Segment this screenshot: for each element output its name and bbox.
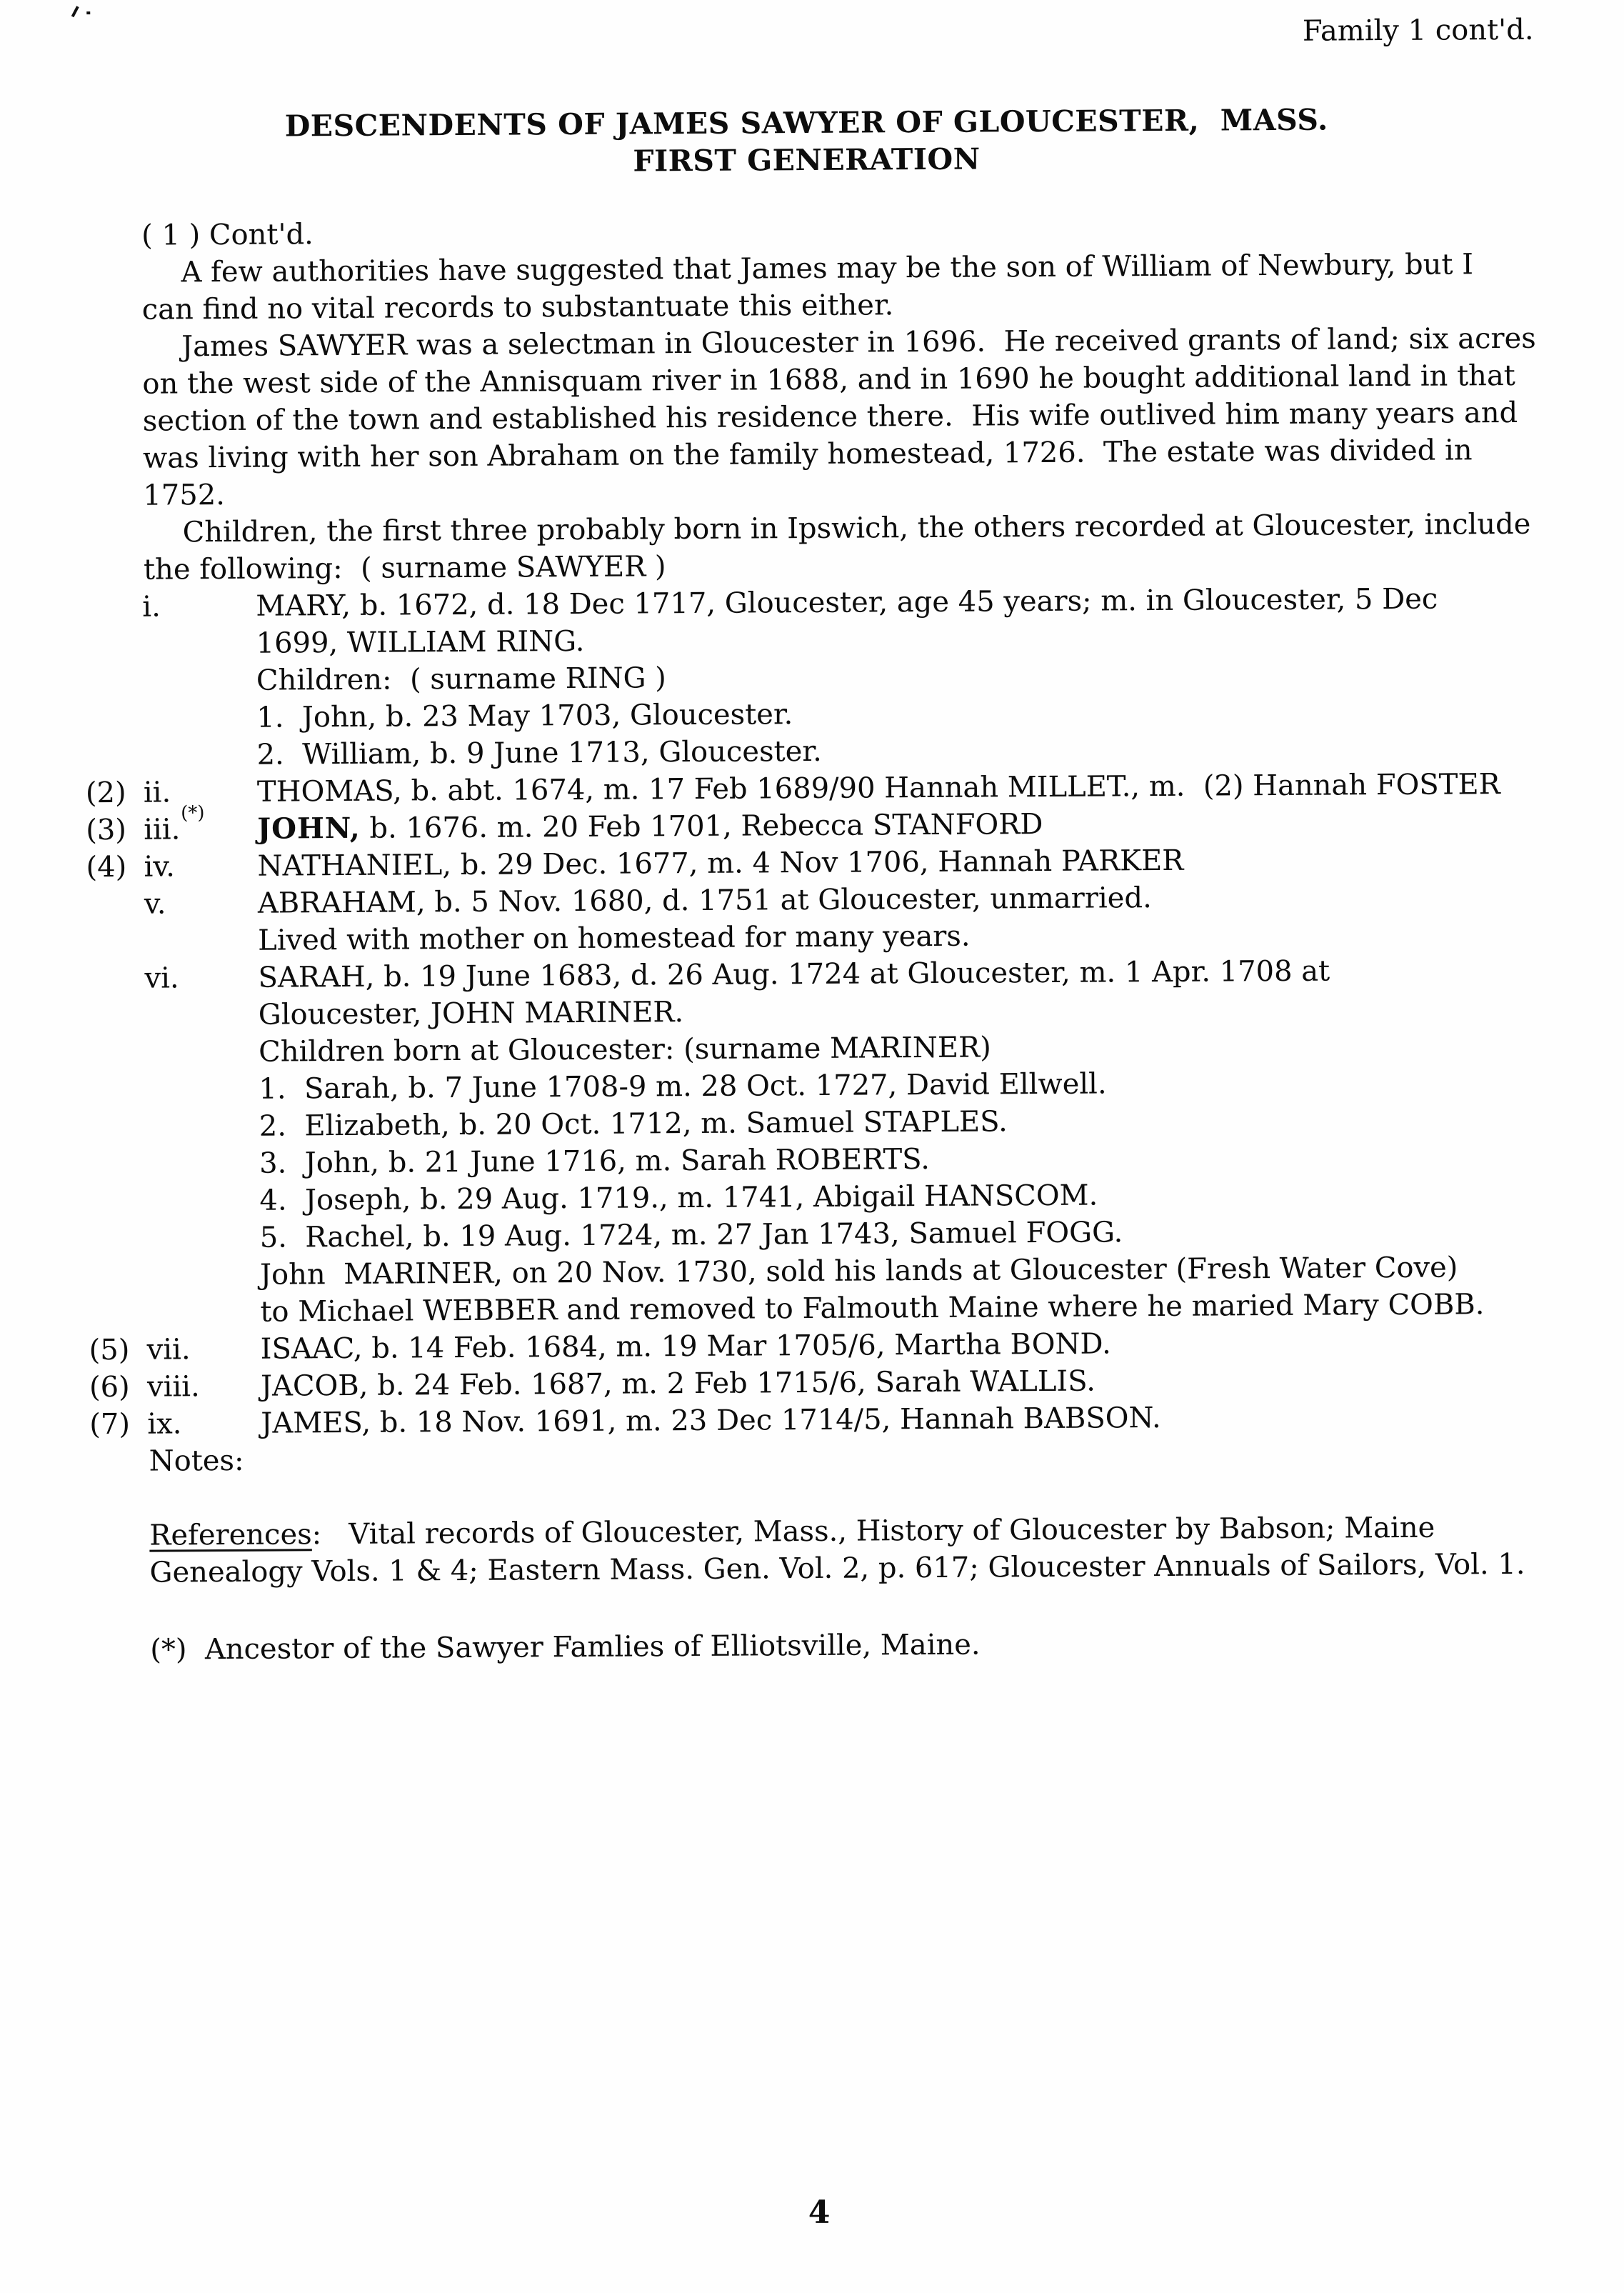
grandchild-line: 1. John, b. 23 May 1703, Gloucester. bbox=[256, 698, 793, 734]
mariner-note-line: to Michael WEBBER and removed to Falmouth Maine where he maried Mary COBB. bbox=[260, 1288, 1485, 1329]
child-entry-line: SARAH, b. 19 June 1683, d. 26 Aug. 1724 at Gloucester, m. 1 Apr. 1708 at bbox=[258, 954, 1330, 994]
paragraph-children-intro bbox=[144, 505, 1622, 589]
family-number: (6) bbox=[89, 1370, 130, 1404]
child-entry-line: Gloucester, JOHN MARINER. bbox=[258, 996, 684, 1031]
grandchild-line: 2. Elizabeth, b. 20 Oct. 1712, m. Samuel STAPLES. bbox=[259, 1105, 1008, 1143]
roman-text: vii. bbox=[146, 1333, 191, 1367]
grandchild-line: 1. Sarah, b. 7 June 1708-9 m. 28 Oct. 1727, David Ellwell. bbox=[259, 1067, 1107, 1106]
child-row-mary bbox=[0, 579, 1623, 775]
grandchildren-header: Children: ( surname RING ) bbox=[256, 661, 666, 697]
child-roman-numeral bbox=[144, 801, 205, 849]
child-entry-line: JAMES, b. 18 Nov. 1691, m. 23 Dec 1714/5, Hannah BABSON. bbox=[261, 1402, 1161, 1440]
child-roman-numeral bbox=[147, 1405, 181, 1442]
notes-label: Notes: bbox=[149, 1444, 244, 1478]
references-section bbox=[149, 1508, 1624, 1592]
footnote-marker: (*) bbox=[181, 801, 205, 824]
paragraph-line: 1752. bbox=[143, 479, 226, 512]
roman-text: v. bbox=[144, 887, 166, 921]
paragraph-authorities bbox=[141, 245, 1620, 329]
child-row-abraham bbox=[0, 876, 1623, 961]
grandchild-line: 2. William, b. 9 June 1713, Gloucester. bbox=[256, 734, 822, 771]
paragraph-line: on the west side of the Annisquam river in 1688, and in 1690 he bought additional land in that bbox=[142, 359, 1515, 401]
references-text: : Vital records of Gloucester, Mass., History of Gloucester by Babson; Maine bbox=[311, 1511, 1435, 1552]
page-number: 4 bbox=[808, 2194, 831, 2232]
asterisk-footnote: (*) Ancestor of the Sawyer Famlies of Elliotsville, Maine. bbox=[150, 1628, 981, 1667]
children-list bbox=[0, 579, 1624, 1444]
child-entry-line: THOMAS, b. abt. 1674, m. 17 Feb 1689/90 Hannah MILLET., m. (2) Hannah FOSTER bbox=[256, 768, 1500, 809]
document-subtitle: FIRST GENERATION bbox=[633, 141, 981, 179]
child-roman-numeral bbox=[144, 886, 166, 923]
family-number: (2) bbox=[85, 776, 126, 810]
grandchild-line: 3. John, b. 21 June 1716, m. Sarah ROBERTS. bbox=[259, 1142, 931, 1180]
child-row-sarah bbox=[0, 951, 1624, 1332]
child-entry-line: 1699, WILLIAM RING. bbox=[256, 624, 585, 660]
roman-text: iii. bbox=[144, 813, 181, 846]
paragraph-biography bbox=[142, 319, 1621, 514]
roman-text: iv. bbox=[144, 850, 176, 884]
paragraph-line: was living with her son Abraham on the family homestead, 1726. The estate was divided in bbox=[142, 434, 1473, 475]
child-entry-line: MARY, b. 1672, d. 18 Dec 1717, Gloucester, age 45 years; m. in Gloucester, 5 Dec bbox=[256, 582, 1438, 623]
child-roman-numeral bbox=[144, 774, 171, 811]
paragraph-line: Children, the first three probably born in Ipswich, the others recorded at Gloucester, include bbox=[182, 507, 1531, 549]
document-title-block bbox=[0, 99, 1619, 184]
child-entry-line: Lived with mother on homestead for many years. bbox=[258, 919, 971, 957]
child-roman-numeral bbox=[144, 848, 175, 885]
child-entry-line: ISAAC, b. 14 Feb. 1684, m. 19 Mar 1705/6, Martha BOND. bbox=[260, 1327, 1111, 1366]
document-title: DESCENDENTS OF JAMES SAWYER OF GLOUCESTER, MASS. bbox=[284, 102, 1328, 144]
family-continuation-note: Family 1 cont'd. bbox=[1302, 13, 1534, 48]
roman-text: ii. bbox=[143, 776, 171, 809]
family-number: (5) bbox=[89, 1333, 130, 1367]
child-roman-numeral bbox=[142, 589, 161, 626]
child-roman-numeral bbox=[147, 1331, 191, 1368]
child-roman-numeral bbox=[147, 1368, 200, 1405]
references-label: References bbox=[149, 1518, 312, 1552]
scan-artifact bbox=[71, 6, 79, 17]
roman-text: vi. bbox=[144, 961, 179, 995]
roman-text: ix. bbox=[147, 1407, 182, 1441]
roman-text: i. bbox=[142, 590, 161, 624]
paragraph-line: section of the town and established his residence there. His wife outlived him many years and bbox=[142, 396, 1518, 438]
paragraph-line: the following: ( surname SAWYER ) bbox=[143, 550, 666, 586]
child-roman-numeral bbox=[144, 959, 179, 996]
references-line: Genealogy Vols. 1 & 4; Eastern Mass. Gen. Vol. 2, p. 617; Gloucester Annuals of Sailors, Vol. 1. bbox=[149, 1547, 1525, 1589]
paragraph-line: can find no vital records to substantuate this either. bbox=[141, 289, 894, 326]
family-number: (3) bbox=[86, 813, 127, 847]
child-entry-line: JACOB, b. 24 Feb. 1687, m. 2 Feb 1715/6, Sarah WALLIS. bbox=[260, 1364, 1096, 1403]
section-contd-label: ( 1 ) Cont'd. bbox=[141, 218, 314, 252]
child-name-bold: JOHN, bbox=[257, 811, 361, 846]
family-number: (4) bbox=[86, 850, 127, 884]
paragraph-line: James SAWYER was a selectman in Gloucester in 1696. He received grants of land; six acres bbox=[181, 321, 1536, 364]
child-entry-line: ABRAHAM, b. 5 Nov. 1680, d. 1751 at Gloucester, unmarried. bbox=[257, 881, 1152, 920]
child-entry-line: NATHANIEL, b. 29 Dec. 1677, m. 4 Nov 1706, Hannah PARKER bbox=[257, 844, 1184, 883]
child-entry-rest: b. 1676. m. 20 Feb 1701, Rebecca STANFORD bbox=[360, 808, 1043, 845]
grandchild-line: 4. Joseph, b. 29 Aug. 1719., m. 1741, Abigail HANSCOM. bbox=[259, 1179, 1098, 1217]
paragraph-line: A few authorities have suggested that James may be the son of William of Newbury, but I bbox=[181, 248, 1474, 289]
roman-text: viii. bbox=[146, 1370, 200, 1404]
grandchild-line: 5. Rachel, b. 19 Aug. 1724, m. 27 Jan 1743, Samuel FOGG. bbox=[259, 1216, 1123, 1254]
mariner-note-line: John MARINER, on 20 Nov. 1730, sold his lands at Gloucester (Fresh Water Cove) bbox=[259, 1251, 1458, 1292]
family-number: (7) bbox=[89, 1407, 131, 1442]
scan-artifact bbox=[86, 11, 90, 14]
grandchildren-header: Children born at Gloucester: (surname MARINER) bbox=[259, 1031, 991, 1069]
